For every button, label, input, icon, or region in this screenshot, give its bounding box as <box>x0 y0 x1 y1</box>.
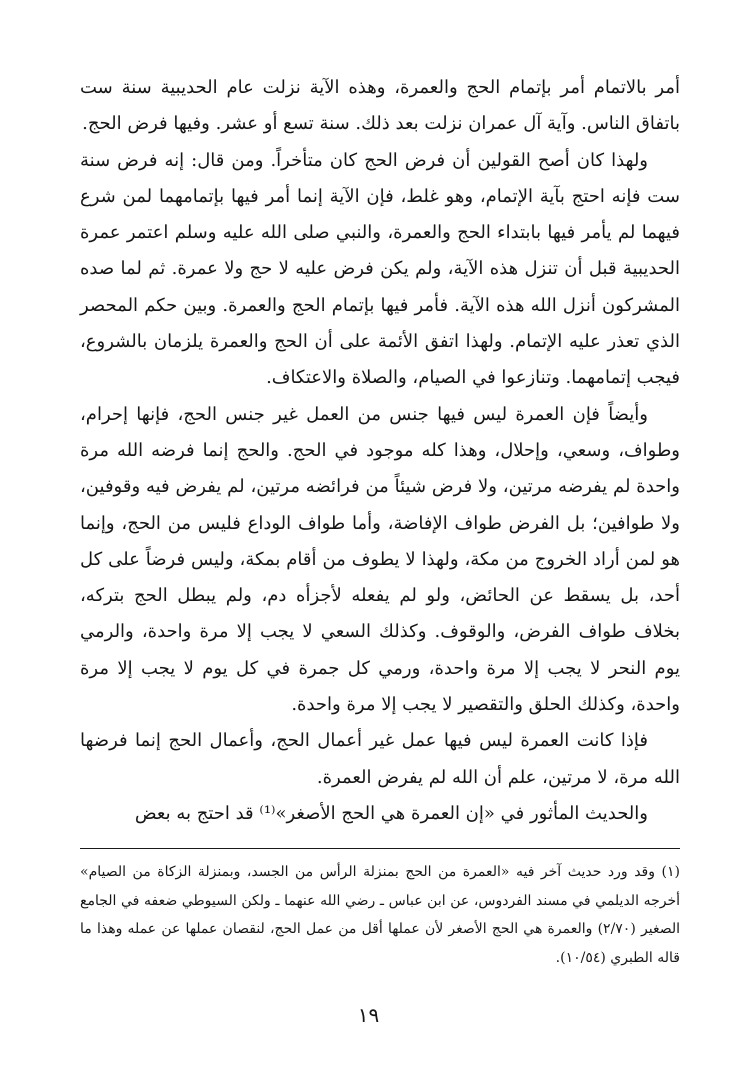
footnote-1: (١) وقد ورد حديث آخر فيه «العمرة من الحج بمنزلة الرأس من الجسد، وبمنزلة الزكاة من الصيام» أخرجه الديلمي في مسند الفردوس، عن ابن عباس ـ رضي الله عنهما ـ ولكن السيوطي ضعفه في الجامع الصغير (٢/٧٠) والعمرة هي الحج الأصغر لأن عملها أقل من عمل الحج، لنقصان عملها عن عمله وهذا ما قاله الطبري (١٠/٥٤). <box>80 864 680 966</box>
paragraph-1: أمر بالاتمام أمر بإتمام الحج والعمرة، وهذه الآية نزلت عام الحديبية سنة ست باتفاق الناس. وآية آل عمران نزلت بعد ذلك. سنة تسع أو عشر. وفيها فرض الحج. <box>80 77 680 135</box>
footnotes <box>80 858 680 972</box>
main-text <box>80 70 680 832</box>
footnote-divider <box>80 848 680 849</box>
paragraph-3: وأيضاً فإن العمرة ليس فيها جنس من العمل غير جنس الحج، فإنها إحرام، وطواف، وسعي، وإحلال، وهذا كله موجود في الحج. والحج إنما فرضه الله مرة واحدة لم يفرضه مرتين، ولا فرض شيئاً من فرائضه مرتين، لم يفرض فيه وقوفين، ولا طوافين؛ بل الفرض طواف الإفاضة، وأما طواف الوداع فليس من الحج، وإنما هو لمن أراد الخروج من مكة، ولهذا لا يطوف من أقام بمكة، وليس فرضاً على كل أحد، بل يسقط عن الحائض، ولو لم يفعله لأجزأه دم، ولم يبطل الحج بتركه، بخلاف طواف الفرض، والوقوف. وكذلك السعي لا يجب إلا مرة واحدة، والرمي يوم النحر لا يجب إلا مرة واحدة، ورمي كل جمرة في كل يوم لا يجب إلا مرة واحدة، وكذلك الحلق والتقصير لا يجب إلا مرة واحدة. <box>80 403 680 716</box>
paragraph-5: والحديث المأثور في «إن العمرة هي الحج الأصغر»⁽¹⁾ قد احتج به بعض <box>134 802 648 824</box>
page-number: ١٩ <box>357 1003 380 1027</box>
paragraph-2: ولهذا كان أصح القولين أن فرض الحج كان متأخراً. ومن قال: إنه فرض سنة ست فإنه احتج بآية الإتمام، وهو غلط، فإن الآية إنما أمر فيها بإتمامهما لمن شرع فيهما لم يأمر فيها بابتداء الحج والعمرة، والنبي صلى الله عليه وسلم اعتمر عمرة الحديبية قبل أن تنزل هذه الآية، ولم يكن فرض عليه لا حج ولا عمرة. ثم لما صده المشركون أنزل الله هذه الآية. فأمر فيها بإتمام الحج والعمرة. وبين حكم المحصر الذي تعذر عليه الإتمام. ولهذا اتفق الأئمة على أن الحج والعمرة يلزمان بالشروع، فيجب إتمامهما. وتنازعوا في الصيام، والصلاة والاعتكاف. <box>80 149 680 389</box>
paragraph-4: فإذا كانت العمرة ليس فيها عمل غير أعمال الحج، وأعمال الحج إنما فرضها الله مرة، لا مرتين، علم أن الله لم يفرض العمرة. <box>80 730 680 788</box>
